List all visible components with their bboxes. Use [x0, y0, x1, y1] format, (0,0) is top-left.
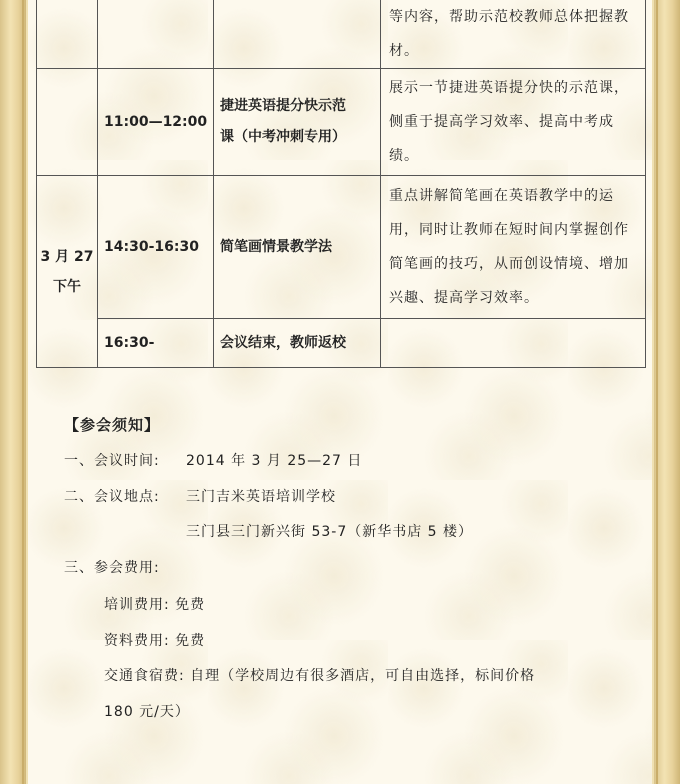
table-row: [37, 176, 646, 319]
description-line: 绩。: [389, 148, 419, 164]
topic-line: 捷进英语提分快示范: [220, 98, 346, 114]
topic-line: 课（中考冲刺专用）: [220, 129, 346, 145]
table-row: [37, 319, 646, 368]
description-cell: [381, 319, 646, 368]
time-cell: 16:30-: [98, 319, 214, 368]
description-line: 重点讲解简笔画在英语教学中的运: [389, 188, 614, 204]
description-line: 侧重于提高学习效率、提高中考成: [389, 114, 614, 130]
date-cell: [37, 69, 98, 176]
description-line: 材。: [389, 42, 419, 59]
materials-fee: 资料费用: 免费: [104, 633, 206, 649]
date-line: 3 月 27: [40, 248, 94, 265]
time-cell: [98, 0, 214, 69]
topic-cell: [214, 0, 381, 69]
topic-cell: [214, 69, 381, 176]
meeting-fee-label: 三、参会费用:: [64, 560, 160, 576]
right-frame-border: [654, 0, 680, 784]
description-cell: [381, 69, 646, 176]
date-cell: [37, 176, 98, 368]
topic-cell: 会议结束，教师返校: [214, 319, 381, 368]
schedule-table: [36, 0, 646, 368]
description-line: 兴趣、提高学习效率。: [389, 290, 539, 306]
meeting-time-label: 一、会议时间:: [64, 453, 160, 469]
training-fee: 培训费用: 免费: [104, 597, 206, 613]
notes-heading: 【参会须知】: [64, 416, 161, 434]
room-price: 180 元/天）: [104, 704, 190, 720]
description-cell: [381, 176, 646, 319]
description-line: 简笔画的技巧，从而创设情境、增加: [389, 256, 629, 272]
meeting-place-value: 三门吉米英语培训学校: [186, 489, 336, 505]
table-row: [37, 69, 646, 176]
meeting-place-label: 二、会议地点:: [64, 489, 160, 505]
meeting-place-address: 三门县三门新兴街 53-7（新华书店 5 楼）: [186, 524, 474, 540]
date-cell: [37, 0, 98, 69]
description-cell: [381, 0, 646, 69]
time-cell: 11:00—12:00: [98, 69, 214, 176]
description-line: 展示一节捷进英语提分快的示范课，: [389, 80, 629, 96]
left-frame-border: [0, 0, 26, 784]
meeting-time-value: 2014 年 3 月 25—27 日: [186, 453, 363, 469]
date-line: 下午: [53, 278, 81, 295]
time-cell: 14:30-16:30: [98, 176, 214, 319]
description-line: 等内容，帮助示范校教师总体把握教: [389, 8, 629, 25]
topic-cell: 简笔画情景教学法: [214, 176, 381, 319]
transport-lodging-fee: 交通食宿费: 自理（学校周边有很多酒店，可自由选择，标间价格: [104, 668, 536, 684]
table-row: [37, 0, 646, 69]
description-line: 用，同时让教师在短时间内掌握创作: [389, 222, 629, 238]
